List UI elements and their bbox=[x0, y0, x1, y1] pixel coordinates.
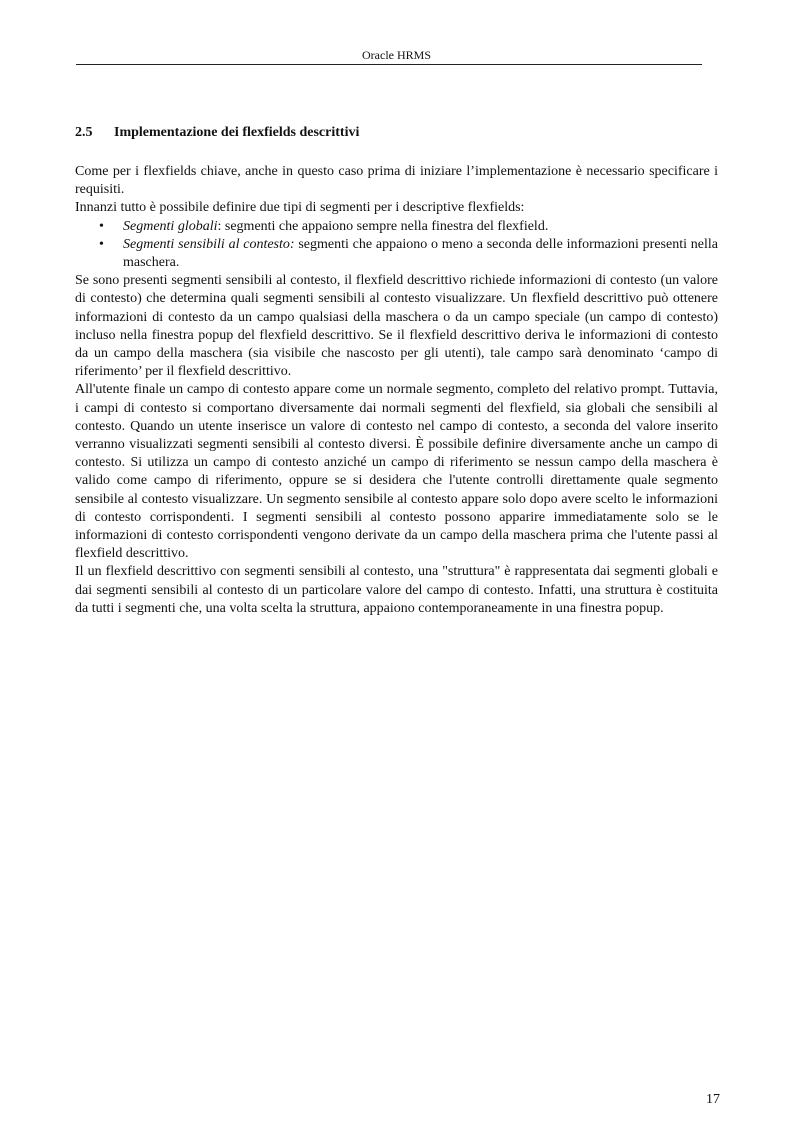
paragraph-intro-2: Innanzi tutto è possibile definire due tipi di segmenti per i descriptive flexfields: bbox=[75, 200, 525, 216]
page-number: 17 bbox=[706, 1092, 720, 1107]
list-item-global-segments bbox=[75, 218, 718, 236]
list-item-term: Segmenti sensibili al contesto: bbox=[123, 236, 295, 252]
segment-types-list bbox=[75, 218, 718, 273]
list-item-text: segmenti che appaiono sempre nella finestra del flexfield. bbox=[221, 218, 549, 234]
list-item-term: Segmenti globali bbox=[123, 218, 218, 234]
list-item-context-segments bbox=[75, 236, 718, 272]
bullet-icon: • bbox=[99, 236, 104, 252]
running-header: Oracle HRMS bbox=[362, 48, 431, 62]
paragraph-intro-1: Come per i flexfields chiave, anche in questo caso prima di iniziare l’implementazione è necessario specificare i requisiti. bbox=[75, 164, 718, 198]
paragraph-structure: Il un flexfield descrittivo con segmenti sensibili al contesto, una "struttura" è rappresentata dai segmenti globali e dai segmenti sensibili al contesto di un particolare valore del campo di contesto. Infatti, una struttura è costituita da tutti i segmenti che, una volta scelta la struttura, appaiono contemporaneamente in una finestra popup. bbox=[75, 564, 718, 616]
bullet-icon: • bbox=[99, 218, 104, 234]
list-item-separator: : bbox=[217, 218, 222, 234]
paragraph-context-field: All'utente finale un campo di contesto appare come un normale segmento, completo del relativo prompt. Tuttavia, i campi di contesto si comportano diversamente dai normali segmenti del flexfield, sia globali che sensibili al contesto. Quando un utente inserisce un valore di contesto nel campo di contesto, a seconda del valore inserito verranno visualizzati segmenti sensibili al contesto diversi. È possibile definire diversamente anche un campo di contesto. Si utilizza un campo di contesto anziché un campo di riferimento se nessun campo della maschera è valido come campo di riferimento, oppure se si desidera che l'utente controlli direttamente quale segmento sensibile al contesto visualizzare. Un segmento sensibile al contesto appare solo dopo avere scelto le informazioni di contesto corrispondenti. I segmenti sensibili al contesto possono apparire immediatamente solo se le informazioni di contesto corrispondenti vengono derivate da un campo della maschera prima che l'utente passi al flexfield descrittivo. bbox=[75, 382, 718, 562]
section-heading bbox=[75, 124, 718, 142]
section-number: 2.5 bbox=[75, 125, 93, 140]
paragraph-context-info: Se sono presenti segmenti sensibili al contesto, il flexfield descrittivo richiede informazioni di contesto (un valore di contesto) che determina quali segmenti sensibili al contesto visualizzare. Un flexfield descrittivo può ottenere informazioni di contesto da un campo qualsiasi della maschera o da un campo speciale (un campo di contesto) incluso nella finestra popup del flexfield descrittivo. Se il flexfield descrittivo deriva le informazioni di contesto da un campo della maschera (sia visibile che nascosto per gli utenti), tale campo sarà denominato ‘campo di riferimento’ per il flexfield descrittivo. bbox=[75, 273, 718, 380]
section-title: Implementazione dei flexfields descrittivi bbox=[114, 125, 360, 140]
page-body bbox=[75, 124, 718, 618]
header-rule-accent bbox=[508, 64, 702, 65]
list-item-text: segmenti che appaiono o meno a seconda delle informazioni presenti nella maschera. bbox=[123, 236, 718, 271]
